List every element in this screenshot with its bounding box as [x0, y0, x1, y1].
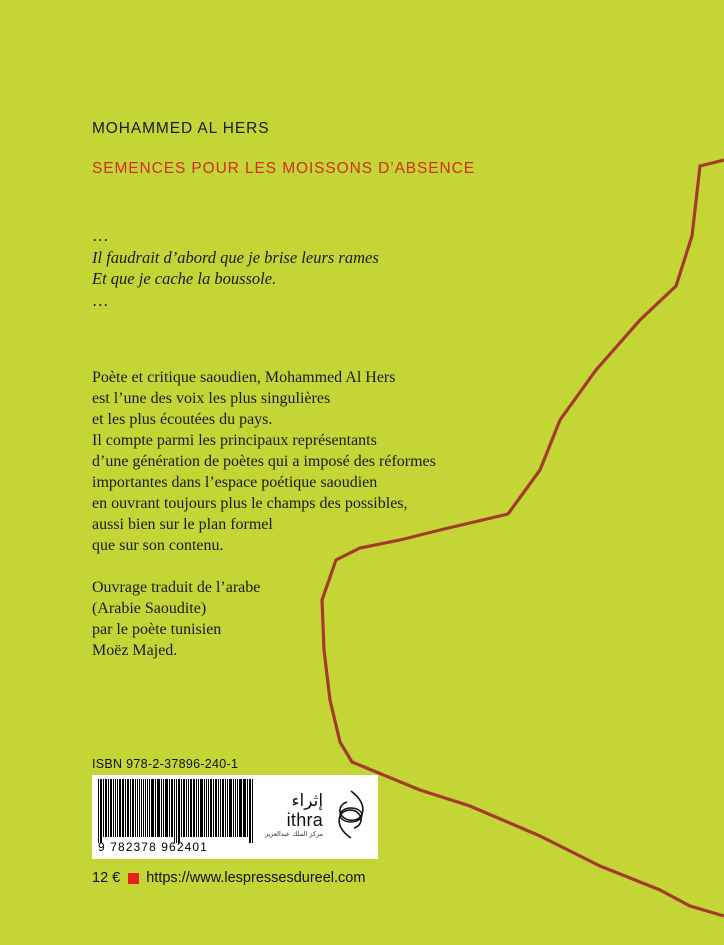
bio-line: est l’une des voix les plus singulières [92, 390, 331, 407]
excerpt-trail-ellipsis: … [92, 290, 110, 310]
bio-line: Il compte parmi les principaux représentants [92, 432, 377, 449]
translation-line: par le poète tunisien [92, 621, 222, 638]
excerpt-line-1: Il faudrait d’abord que je brise leurs rames [92, 247, 379, 267]
barcode-logo-row [92, 775, 512, 859]
bio-line: et les plus écoutées du pays. [92, 411, 273, 428]
bio-line: aussi bien sur le plan formel [92, 516, 273, 533]
bio-line: d’une génération de poètes qui a imposé des réformes [92, 453, 436, 470]
isbn-text: ISBN 978-2-37896-240-1 [92, 757, 239, 771]
barcode-digits: 9 782378 962401 [98, 840, 208, 854]
footer-block [92, 757, 512, 886]
book-title: SEMENCES POUR LES MOISSONS D’ABSENCE [92, 160, 475, 177]
ithra-logo [260, 775, 378, 859]
cover-text-block [92, 120, 512, 661]
publisher-square-icon [128, 873, 139, 884]
translation-line: (Arabie Saoudite) [92, 600, 207, 617]
publisher-url[interactable]: https://www.lespressesdureel.com [146, 870, 366, 886]
excerpt-lead-ellipsis: … [92, 226, 110, 245]
bio-line: Poète et critique saoudien, Mohammed Al Hers [92, 369, 396, 386]
bio-line: en ouvrant toujours plus le champs des possibles, [92, 495, 408, 512]
poem-excerpt [92, 225, 512, 311]
barcode-bars [98, 779, 254, 837]
excerpt-line-2: Et que je cache la boussole. [92, 269, 277, 288]
price-and-url-row [92, 870, 512, 886]
translation-line: Ouvrage traduit de l’arabe [92, 579, 261, 596]
translation-line: Moëz Majed. [92, 642, 178, 659]
ithra-latin-text: ithra [286, 809, 324, 830]
bio-line: que sur son contenu. [92, 537, 224, 554]
author-name: MOHAMMED AL HERS [92, 120, 270, 137]
bio-spacer [92, 556, 512, 577]
ithra-subtitle: مركز الملك عبدالعزيز [264, 829, 324, 838]
ithra-mark-icon [329, 788, 373, 842]
bio-line: importantes dans l’espace poétique saoudien [92, 474, 378, 491]
barcode [92, 775, 260, 859]
author-biography [92, 367, 512, 661]
price-label: 12 € [92, 870, 121, 886]
ithra-arabic-text: إثراء [291, 790, 324, 811]
